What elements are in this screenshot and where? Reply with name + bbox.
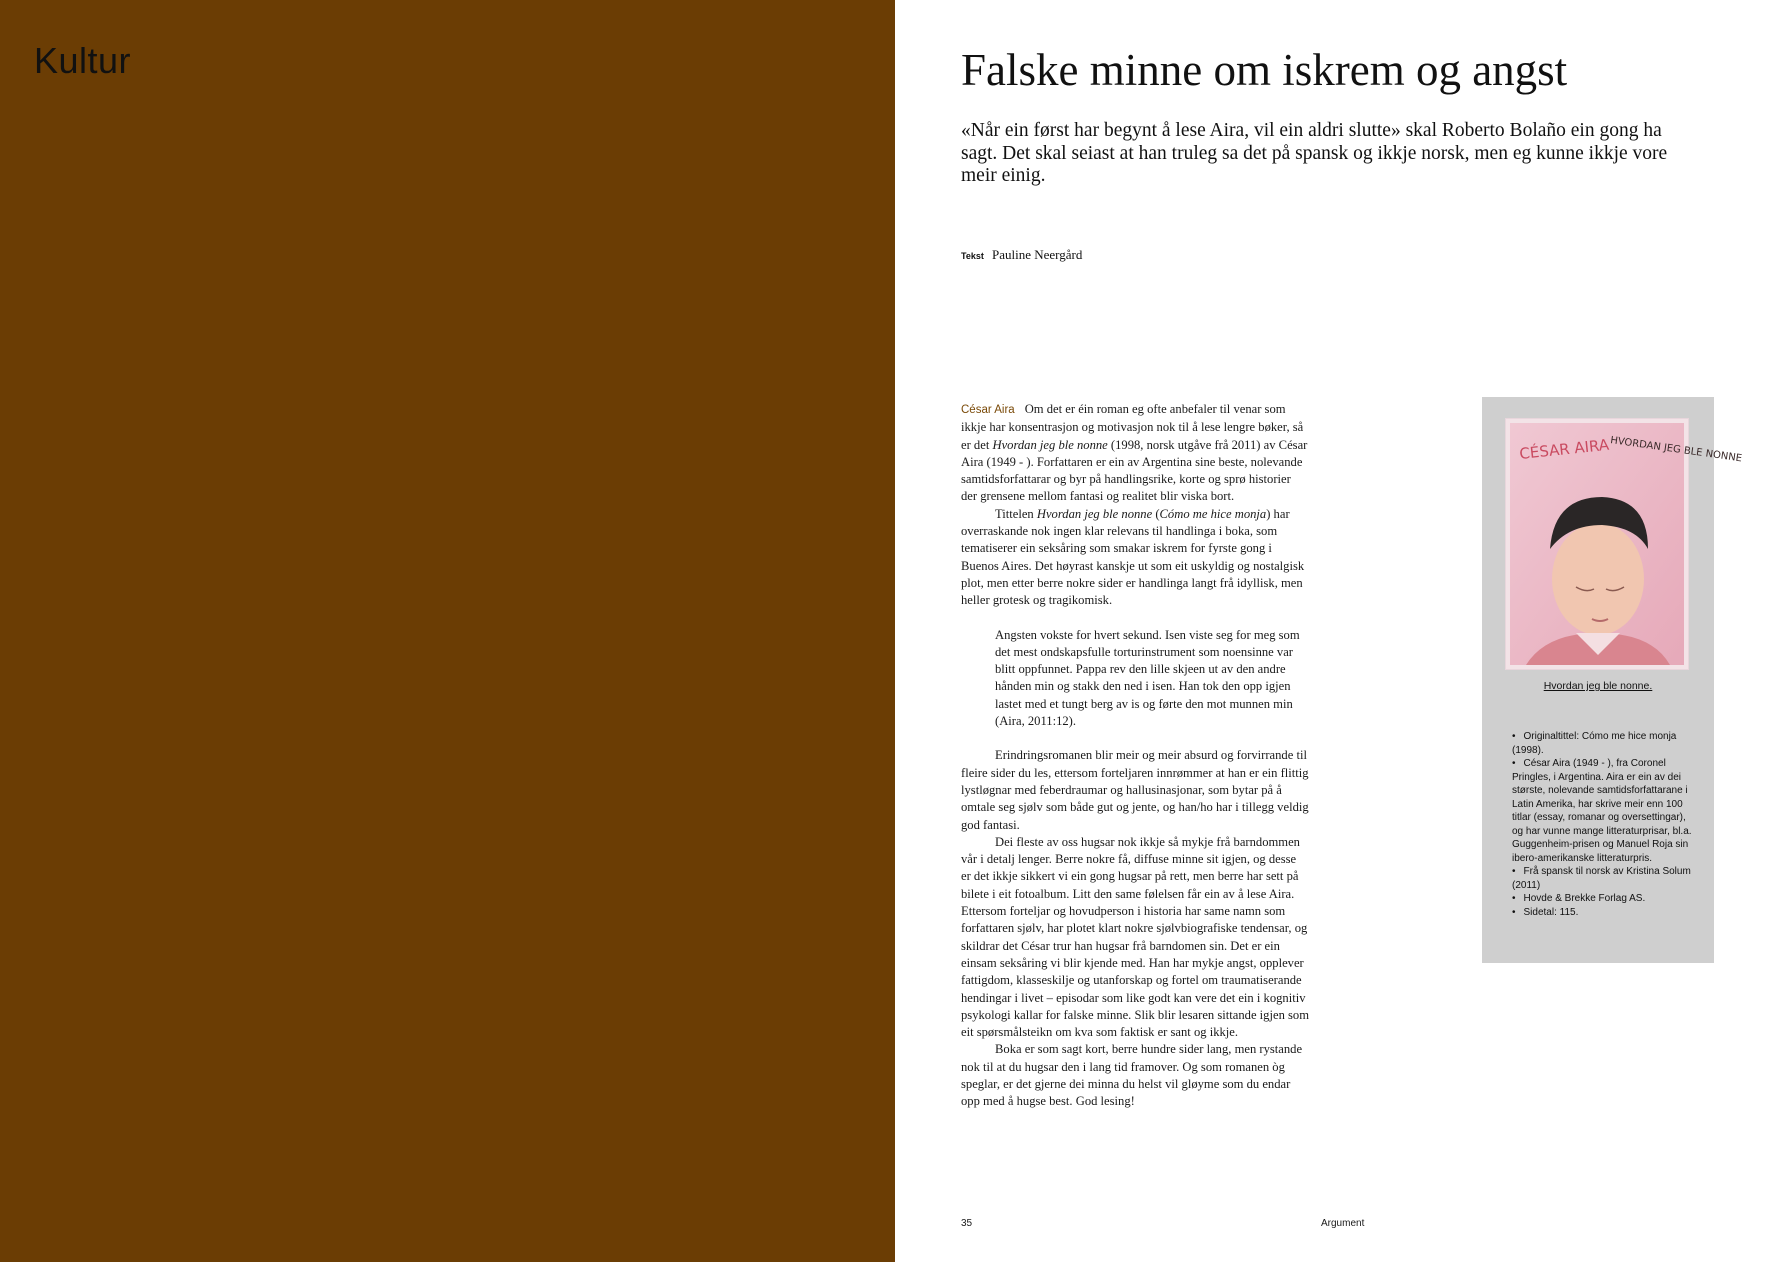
- book-info-sidebar: [1482, 397, 1743, 963]
- fact-item: • Sidetal: 115.: [1512, 906, 1697, 920]
- section-label: Kultur: [34, 40, 132, 81]
- paragraph-4: Dei fleste av oss hugsar nok ikkje så mykje frå barndommen vår i detalj lenger. Berre nokre få, diffuse minne sit igjen, og desse er det ikkje sikkert vi ein gong hugsar på rett, men berre har sett på bilete i eit fotoalbum. Litt den same følelsen får ein av å lese Aira. Ettersom forteljar og hovudperson i historia har same namn som forfattaren sjølv, har plotet klart nokre sjølvbiografiske tendensar, og skildrar det César trur han hugsar frå barndomen sin. Det er ein einsam seksåring vi blir kjende med. Han har mykje angst, opplever fattigdom, klasseskilje og utanforskap og fortel om traumatiserande hendingar i livet – episodar som like godt kan vere det ein i kognitiv psykologi kallar for falske minne. Slik blir lesaren sittande igjen som eit spørsmålsteikn om kva som faktisk er sant og ikkje.: [961, 834, 1310, 1040]
- page-number: 35: [961, 1218, 973, 1229]
- paragraph-2-text-b: (: [1152, 506, 1160, 521]
- paragraph-1-text-a: Om det er éin roman eg ofte anbefaler til venar som ikkje har konsentrasjon og motivasjon nok til å lese lengre bøker, så er det: [961, 402, 1304, 452]
- byline-author: Pauline Neergård: [991, 247, 1083, 262]
- cover-caption: Hvordan jeg ble nonne.: [1543, 680, 1653, 692]
- publication-name: Argument: [1321, 1218, 1365, 1229]
- paragraph-2-text-c: ) har overraskande nok ingen klar relevans til handlinga i boka, som tematiserer ein seksåring som smakar iskrem for fyrste gong i Buenos Aires. Det høyrast kanskje ut som eit uskyldig og nostalgisk plot, men etter berre nokre sider er handlinga langt frå idyllisk, men heller grotesk og tragikomisk.: [961, 506, 1305, 608]
- block-quote: Angsten vokste for hvert sekund. Isen viste seg for meg som det mest ondskapsfulle torturinstrument som noensinne var blitt oppfunnet. Pappa rev den lille skjeen ut av den andre hånden min og stakk den ned i isen. Han tok den opp igjen lastet med et tungt berg av is og førte den mot munnen min (Aira, 2011:12).: [995, 627, 1300, 729]
- original-title-italic: Cómo me hice monja: [1159, 506, 1267, 521]
- fact-item: • Hovde & Brekke Forlag AS.: [1512, 892, 1697, 906]
- fact-item: • César Aira (1949 - ), fra Coronel Pringles, i Argentina. Aira er ein av dei største, nolevande samtidsforfattarane i Latin Amerika, har skrive meir enn 100 titlar (essay, romanar og oversettingar), og har vunne mange litteraturprisar, bl.a. Guggenheim-prisen og Manuel Roja sin ibero-amerikanske litteraturpris.: [1512, 757, 1697, 865]
- book-title-italic: Hvordan jeg ble nonne: [1036, 506, 1153, 521]
- cover-author-text: CÉSAR AIRA: [1518, 435, 1610, 463]
- book-cover-illustration: [1506, 419, 1743, 669]
- paragraph-2: [961, 506, 1309, 610]
- paragraph-1-text-b: (1998, norsk utgåve frå 2011) av César Aira (1949 - ). Forfattaren er ein av Argentina sine beste, nolevande samtidsforfattarar og byr på handlingsrike, korte og sprø historier der grensene mellom fantasi og realitet blir viska bort.: [961, 437, 1308, 504]
- book-cover-image: [1506, 419, 1743, 669]
- paragraph-2-text-a: Tittelen: [995, 506, 1037, 521]
- article-title: Falske minne om iskrem og angst: [961, 45, 1568, 95]
- paragraph-1: [961, 401, 1309, 506]
- fact-item: • Frå spansk til norsk av Kristina Solum (2011): [1512, 865, 1697, 892]
- paragraph-5: Boka er som sagt kort, berre hundre sider lang, men rystande nok til at du hugsar den i lang tid framover. Og som romanen òg speglar, er det gjerne dei minna du helst vil gløyme som du endar opp med å hugse best. God lesing!: [961, 1042, 1303, 1109]
- cover-title-text: HVORDAN JEG BLE NONNE: [1609, 435, 1743, 465]
- article-body: [961, 401, 1309, 1111]
- article-lede: «Når ein først har begynt å lese Aira, vil ein aldri slutte» skal Roberto Bolaño ein gong ha sagt. Det skal seiast at han truleg sa det på spansk og ikkje norsk, men eg kunne ikkje vore meir einig.: [961, 120, 1668, 186]
- byline: [961, 247, 1082, 263]
- fact-item: • Originaltittel: Cómo me hice monja (1998).: [1512, 730, 1697, 757]
- book-facts-list: [1512, 730, 1697, 919]
- paragraph-3: Erindringsromanen blir meir og meir absurd og forvirrande til fleire sider du les, ettersom forteljaren innrømmer at han er ein flittig lystløgnar med feberdraumar og hallusinasjonar, som bytar på å omtale seg sjølv som både gut og jente, og han/ho har i tillegg veldig god fantasi.: [961, 748, 1309, 832]
- article-page: [895, 0, 1785, 1262]
- byline-label: Tekst: [961, 251, 984, 261]
- book-title-italic: Hvordan jeg ble nonne: [992, 437, 1108, 452]
- kicker: César Aira: [961, 404, 1015, 416]
